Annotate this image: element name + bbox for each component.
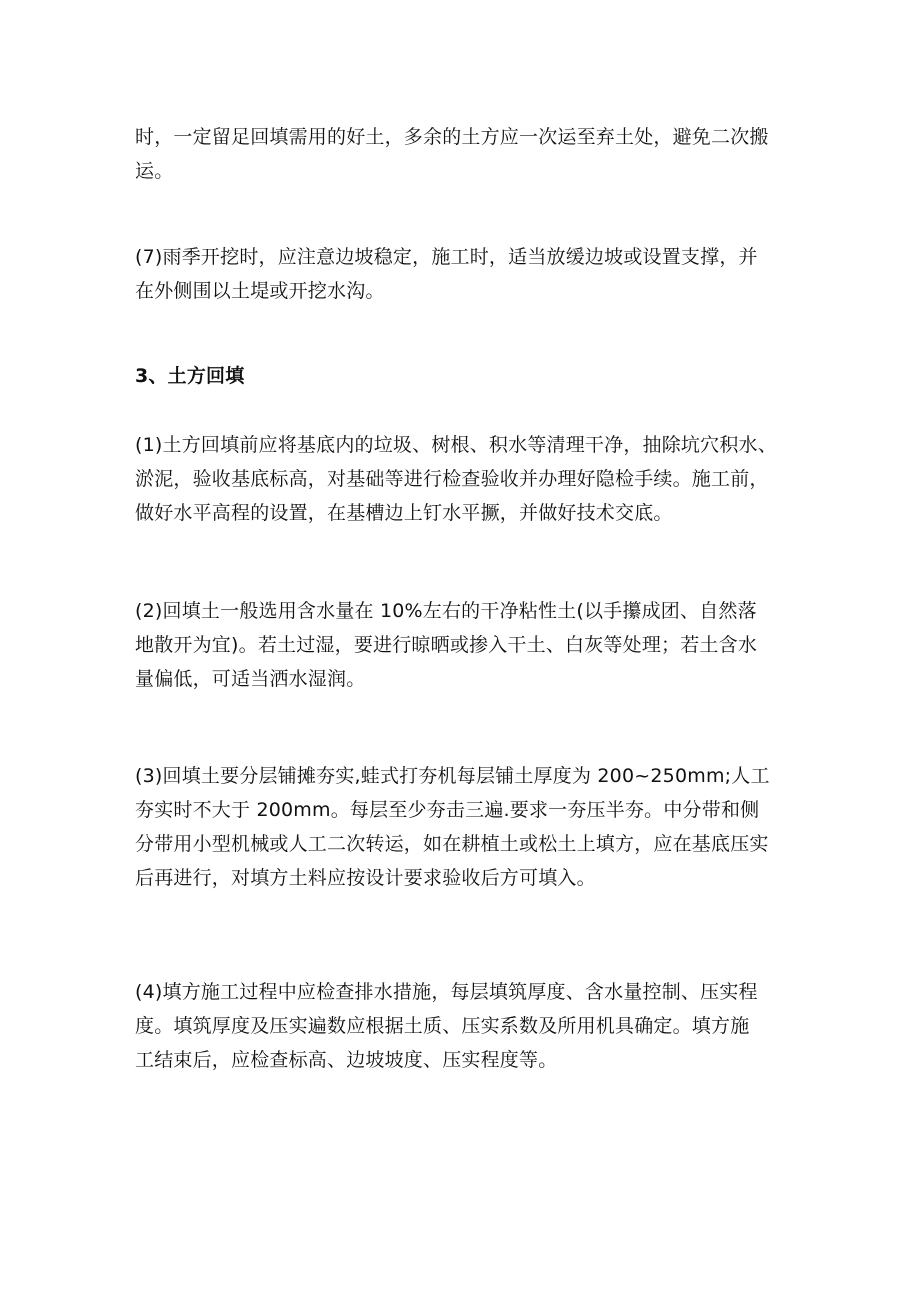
text-line: 在外侧围以土堤或开挖水沟。	[135, 280, 385, 302]
text-line: 淤泥，验收基底标高，对基础等进行检查验收并办理好隐检手续。施工前，	[135, 468, 769, 490]
text-line: (4)填方施工过程中应检查排水措施，每层填筑厚度、含水量控制、压实程	[135, 981, 758, 1003]
text-line: (1)土方回填前应将基底内的垃圾、树根、积水等清理干净，抽除坑穴积水、	[135, 434, 777, 456]
text-line: 运。	[135, 160, 174, 182]
text-line: 量偏低，可适当洒水湿润。	[135, 668, 366, 690]
paragraph-item-1	[135, 428, 795, 530]
text-line: (3)回填土要分层铺摊夯实,蛙式打夯机每层铺土厚度为 200~250mm;人工	[135, 765, 770, 787]
text-line: 做好水平高程的设置，在基槽边上钉水平撅，并做好技术交底。	[135, 502, 673, 524]
paragraph-item-3	[135, 759, 795, 895]
section-heading	[135, 359, 795, 393]
text-line: (7)雨季开挖时，应注意边坡稳定，施工时，适当放缓边坡或设置支撑，并	[135, 246, 758, 268]
paragraph-item-4	[135, 975, 795, 1077]
text-line: (2)回填土一般选用含水量在 10%左右的干净粘性土(以手攥成团、自然落	[135, 600, 757, 622]
text-line: 后再进行，对填方土料应按设计要求验收后方可填入。	[135, 867, 596, 889]
text-line: 夯实时不大于 200mm。每层至少夯击三遍.要求一夯压半夯。中分带和侧	[135, 799, 760, 821]
paragraph-continuation	[135, 120, 795, 188]
paragraph-item-7	[135, 240, 795, 308]
text-line: 地散开为宜)。若土过湿，要进行晾晒或掺入干土、白灰等处理；若土含水	[135, 634, 758, 656]
text-line: 度。填筑厚度及压实遍数应根据土质、压实系数及所用机具确定。填方施	[135, 1015, 750, 1037]
section-title: 3、土方回填	[135, 365, 245, 387]
paragraph-item-2	[135, 594, 795, 696]
text-line: 工结束后，应检查标高、边坡坡度、压实程度等。	[135, 1049, 558, 1071]
text-line: 分带用小型机械或人工二次转运，如在耕植土或松土上填方，应在基底压实	[135, 833, 769, 855]
text-line: 时，一定留足回填需用的好土，多余的土方应一次运至弃土处，避免二次搬	[135, 126, 769, 148]
